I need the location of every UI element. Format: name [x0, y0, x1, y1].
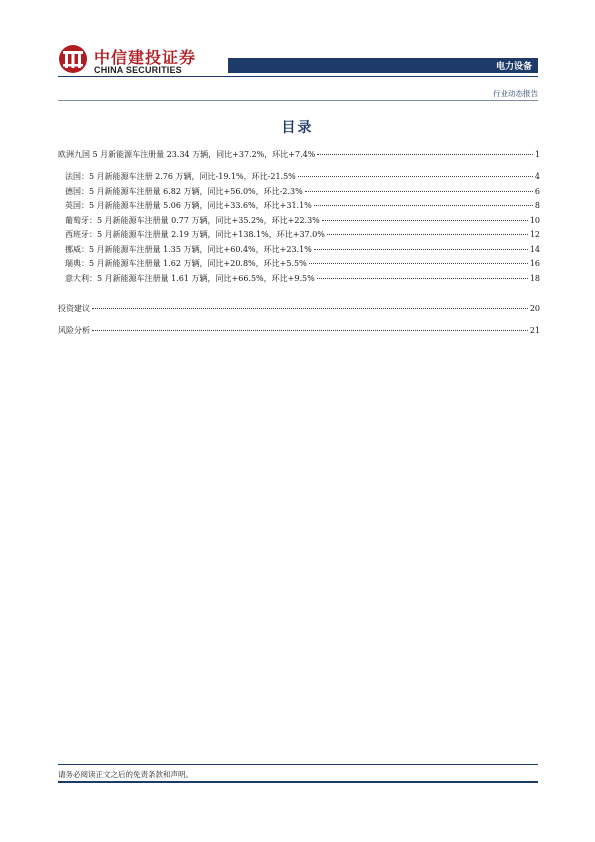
- toc-entry-text: 挪威：5 月新能源车注册量 1.35 万辆，同比+60.4%，环比+23.1%: [65, 244, 312, 254]
- footer-divider-top: [58, 764, 538, 765]
- toc-entry-risk-analysis[interactable]: [58, 326, 540, 336]
- toc-entry-page: 8: [534, 201, 540, 210]
- toc-title: 目录: [281, 120, 314, 136]
- toc-entry-france[interactable]: [65, 172, 540, 182]
- footer-disclaimer: 请务必阅读正文之后的免责条款和声明。: [58, 770, 193, 779]
- logo-chinese-name: 中信建投证券: [94, 48, 197, 67]
- toc-leader-dots: [298, 176, 533, 177]
- toc-leader-dots: [314, 249, 528, 250]
- toc-entry-text: 意大利：5 月新能源车注册量 1.61 万辆，同比+66.5%，环比+9.5%: [65, 273, 315, 283]
- toc-entry-page: 12: [529, 230, 540, 239]
- toc-leader-dots: [92, 330, 528, 331]
- toc-entry-investment-advice[interactable]: [58, 304, 540, 314]
- toc-entry-text: 欧洲九国 5 月新能源车注册量 23.34 万辆，同比+37.2%，环比+7.4%: [58, 150, 316, 159]
- toc-entry-sweden[interactable]: [65, 259, 540, 269]
- toc-entry-europe-overview[interactable]: [58, 150, 540, 160]
- toc-leader-dots: [314, 205, 533, 206]
- toc-entry-page: 1: [534, 150, 540, 159]
- toc-leader-dots: [309, 263, 528, 264]
- toc-leader-dots: [322, 220, 528, 221]
- header-bar: [228, 58, 538, 73]
- toc-entry-portugal[interactable]: [65, 216, 540, 226]
- footer-divider-bottom: [58, 781, 538, 783]
- toc-entry-page: 14: [529, 244, 540, 254]
- toc-entry-page: 6: [534, 186, 540, 196]
- toc-entry-text: 西班牙：5 月新能源车注册量 2.19 万辆，同比+138.1%，环比+37.0%: [65, 230, 325, 239]
- header-divider: [58, 76, 538, 77]
- toc-entry-page: 18: [529, 273, 540, 283]
- report-type-label: 行业动态报告: [493, 89, 538, 98]
- toc-entry-page: 21: [529, 326, 540, 335]
- toc-entry-germany[interactable]: [65, 187, 540, 197]
- toc-entry-spain[interactable]: [65, 230, 540, 240]
- toc-entry-text: 风险分析: [58, 326, 90, 335]
- company-logo: [58, 44, 218, 80]
- logo-english-name: CHINA SECURITIES: [94, 65, 182, 75]
- toc-leader-dots: [327, 234, 528, 235]
- toc-leader-dots: [92, 308, 528, 309]
- toc-entry-text: 投资建议: [58, 304, 90, 313]
- toc-leader-dots: [317, 278, 528, 279]
- toc-entry-page: 4: [534, 172, 540, 181]
- toc-entry-page: 20: [529, 304, 540, 313]
- toc-entry-norway[interactable]: [65, 245, 540, 255]
- toc-entry-page: 10: [529, 215, 540, 225]
- company-logo-mark: [58, 44, 88, 74]
- toc-entry-text: 葡萄牙：5 月新能源车注册量 0.77 万辆，同比+35.2%，环比+22.3%: [65, 215, 320, 225]
- toc-leader-dots: [305, 191, 533, 192]
- report-type-divider: [58, 100, 538, 101]
- toc-entry-text: 瑞典：5 月新能源车注册量 1.62 万辆，同比+20.8%，环比+5.5%: [65, 259, 307, 268]
- toc-entry-text: 英国：5 月新能源车注册量 5.06 万辆，同比+33.6%，环比+31.1%: [65, 201, 312, 210]
- toc-entry-page: 16: [529, 259, 540, 268]
- toc-entry-text: 德国：5 月新能源车注册量 6.82 万辆，同比+56.0%，环比-2.3%: [65, 186, 303, 196]
- toc-entry-italy[interactable]: [65, 274, 540, 284]
- toc-entry-uk[interactable]: [65, 201, 540, 211]
- industry-label: 电力设备: [495, 62, 532, 72]
- toc-leader-dots: [317, 154, 533, 155]
- toc-entry-text: 法国：5 月新能源车注册 2.76 万辆，同比-19.1%，环比-21.5%: [65, 172, 296, 181]
